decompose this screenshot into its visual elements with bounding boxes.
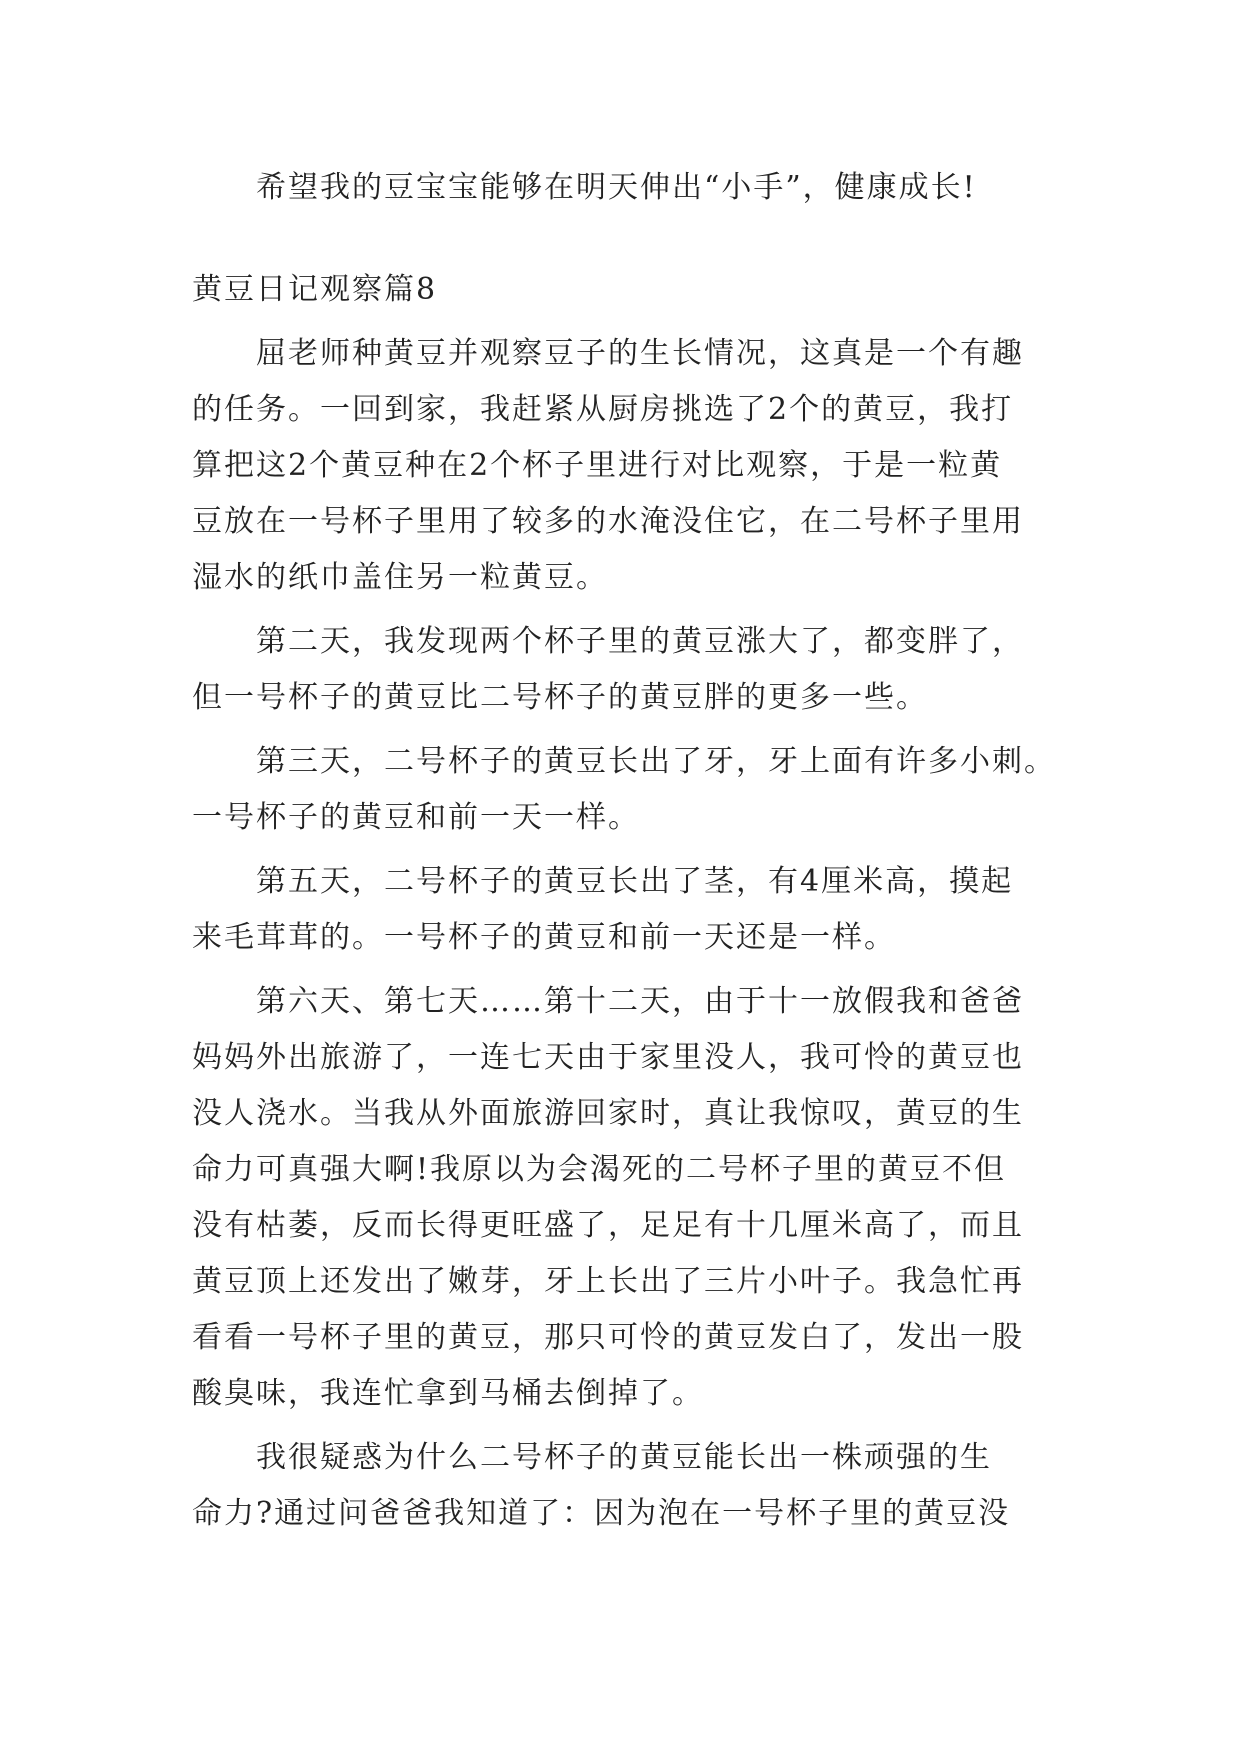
paragraph-line: 第六天、第七天……第十二天，由于十一放假我和爸爸 — [256, 984, 1024, 1019]
paragraph-line: 屈老师种黄豆并观察豆子的生长情况，这真是一个有趣 — [256, 336, 1024, 371]
paragraph-line: 命力可真强大啊!我原以为会渴死的二号杯子里的黄豆不但 — [192, 1152, 1007, 1187]
paragraph-line: 妈妈外出旅游了，一连七天由于家里没人，我可怜的黄豆也 — [192, 1040, 1024, 1075]
paragraph-line: 的任务。一回到家，我赶紧从厨房挑选了2个的黄豆，我打 — [192, 392, 1014, 427]
intro-line: 希望我的豆宝宝能够在明天伸出“小手”，健康成长! — [256, 170, 977, 205]
paragraph-line: 没人浇水。当我从外面旅游回家时，真让我惊叹，黄豆的生 — [192, 1096, 1024, 1131]
paragraph-line: 看看一号杯子里的黄豆，那只可怜的黄豆发白了，发出一股 — [192, 1320, 1024, 1355]
paragraph-6 — [192, 1430, 1052, 1542]
paragraph-2 — [192, 614, 1052, 726]
paragraph-line: 黄豆顶上还发出了嫩芽，牙上长出了三片小叶子。我急忙再 — [192, 1264, 1024, 1299]
paragraph-3 — [192, 734, 1056, 846]
paragraph-line: 湿水的纸巾盖住另一粒黄豆。 — [192, 560, 608, 595]
paragraph-4 — [192, 854, 1052, 966]
paragraph-line: 算把这2个黄豆种在2个杯子里进行对比观察，于是一粒黄 — [192, 448, 1003, 483]
paragraph-line: 我很疑惑为什么二号杯子的黄豆能长出一株顽强的生 — [256, 1440, 992, 1475]
paragraph-line: 但一号杯子的黄豆比二号杯子的黄豆胖的更多一些。 — [192, 680, 928, 715]
paragraph-line: 第五天，二号杯子的黄豆长出了茎，有4厘米高，摸起 — [256, 864, 1014, 899]
paragraph-line: 来毛茸茸的。一号杯子的黄豆和前一天还是一样。 — [192, 920, 896, 955]
paragraph-5 — [192, 974, 1052, 1422]
paragraph-1 — [192, 326, 1052, 606]
paragraph-line: 第二天，我发现两个杯子里的黄豆涨大了，都变胖了， — [256, 624, 1024, 659]
paragraph-line: 一号杯子的黄豆和前一天一样。 — [192, 800, 640, 835]
paragraph-line: 第三天，二号杯子的黄豆长出了牙，牙上面有许多小刺。 — [256, 744, 1056, 779]
paragraph-line: 酸臭味，我连忙拿到马桶去倒掉了。 — [192, 1376, 704, 1411]
paragraph-line: 没有枯萎，反而长得更旺盛了，足足有十几厘米高了，而且 — [192, 1208, 1024, 1243]
paragraph-line: 豆放在一号杯子里用了较多的水淹没住它，在二号杯子里用 — [192, 504, 1024, 539]
document-body — [192, 160, 1056, 1542]
paragraph-line: 命力?通过问爸爸我知道了：因为泡在一号杯子里的黄豆没 — [192, 1496, 1011, 1531]
section-title: 黄豆日记观察篇8 — [192, 272, 438, 307]
